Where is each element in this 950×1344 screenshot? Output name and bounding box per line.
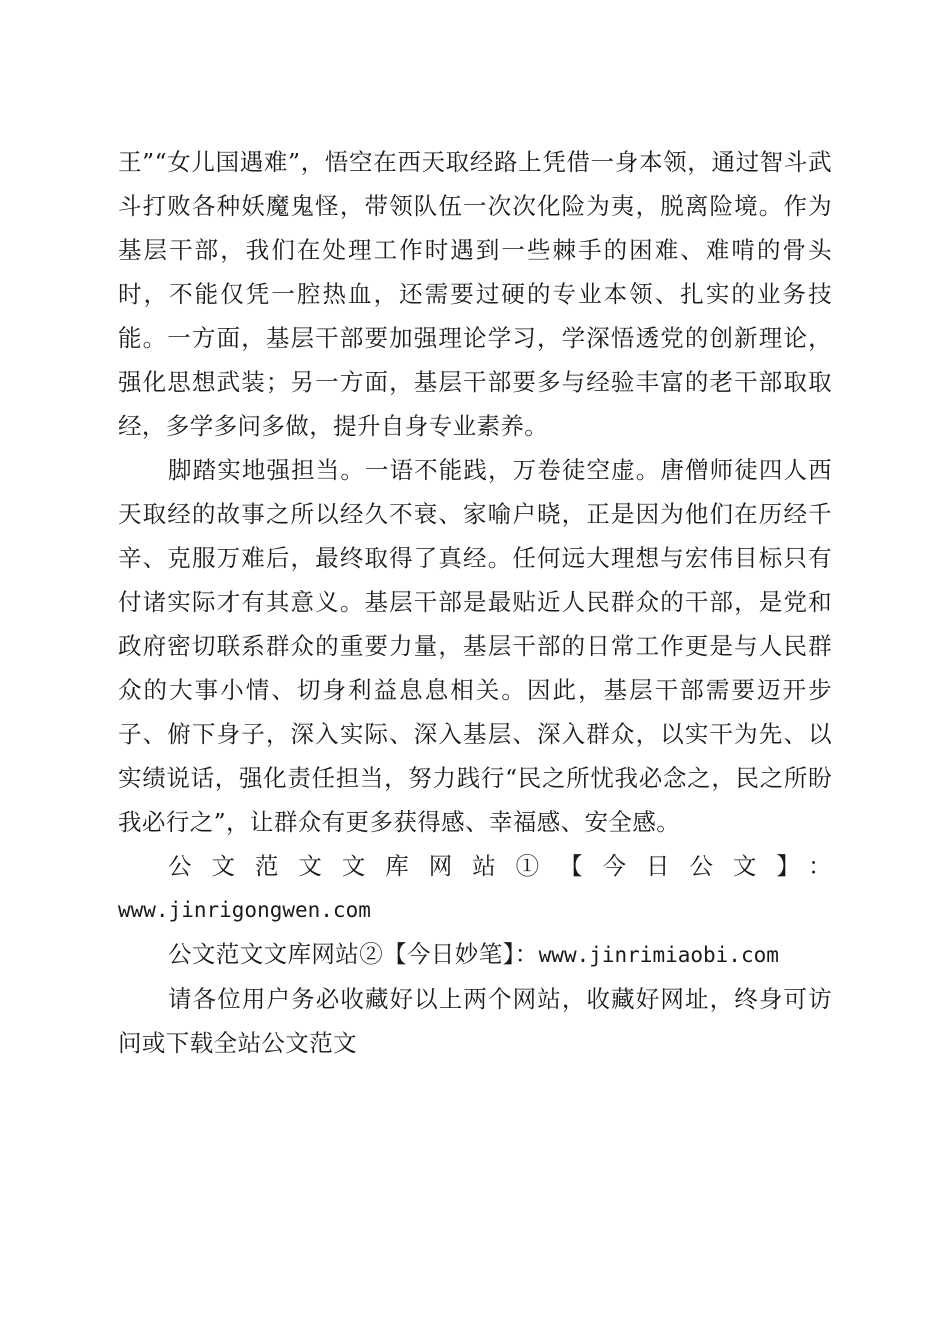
- site2-url[interactable]: www.jinrimiaobi.com: [538, 943, 779, 967]
- notice-text: 请各位用户务必收藏好以上两个网站，收藏好网址，终身可访问或下载全站公文范文: [118, 985, 832, 1057]
- site1-url[interactable]: www.jinrigongwen.com: [118, 898, 371, 922]
- site2-label: 公文范文文库网站②【今日妙笔】：: [168, 940, 539, 968]
- document-page: [118, 140, 832, 1065]
- site1-label: 公文范文文库网站①【今日公文】：: [168, 852, 832, 880]
- paragraph-continued: 王”“女儿国遇难”，悟空在西天取经路上凭借一身本领，通过智斗武斗打败各种妖魔鬼怪，带领队伍一次次化险为夷，脱离险境。作为基层干部，我们在处理工作时遇到一些棘手的困难、难啃的骨头时，不能仅凭一腔热血，还需要过硬的专业本领、扎实的业务技能。一方面，基层干部要加强理论学习，学深悟透党的创新理论，强化思想武装；另一方面，基层干部要多与经验丰富的老干部取取经，多学多问多做，提升自身专业素养。: [118, 148, 832, 440]
- paragraph-down-to-earth: 脚踏实地强担当。一语不能践，万卷徒空虚。唐僧师徒四人西天取经的故事之所以经久不衰、家喻户晓，正是因为他们在历经千辛、克服万难后，最终取得了真经。任何远大理想与宏伟目标只有付诸实际才有其意义。基层干部是最贴近人民群众的干部，是党和政府密切联系群众的重要力量，基层干部的日常工作更是与人民群众的大事小情、切身利益息息相关。因此，基层干部需要迈开步子、俯下身子，深入实际、深入基层、深入群众，以实干为先、以实绩说话，强化责任担当，努力践行“民之所忧我必念之，民之所盼我必行之”，让群众有更多获得感、幸福感、安全感。: [118, 456, 832, 836]
- site2-line: [118, 932, 832, 977]
